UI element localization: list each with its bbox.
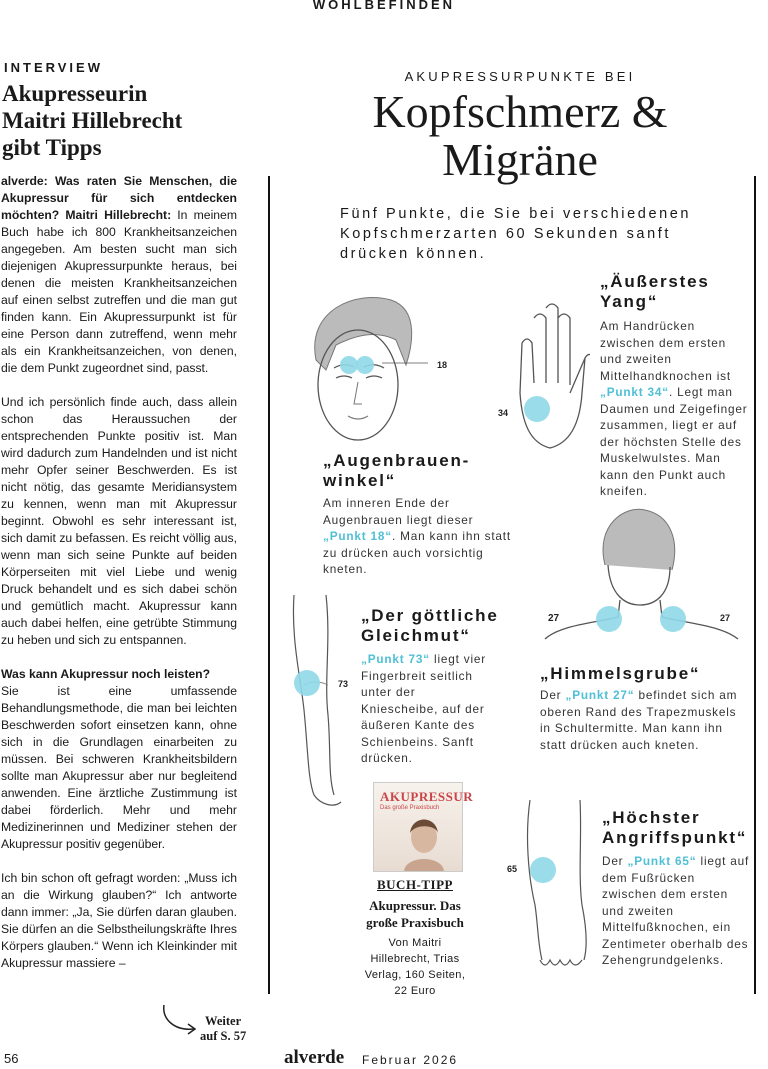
point-34-title: „Äußerstes Yang“	[600, 272, 710, 311]
point-27-text: Der „Punkt 27“ befindet sich am oberen Rand des Trapezmuskels in Schultermitte. Man kann ihn statt drücken auch kneten.	[540, 688, 738, 752]
point-65-block	[602, 808, 752, 969]
continue-note[interactable]: Weiter auf S. 57	[200, 1014, 247, 1043]
interview-kicker: INTERVIEW	[4, 60, 103, 75]
paragraph-3: Was kann Akupressur noch leisten? Sie ist eine umfassende Behandlungsmethode, die man bei leichten Beschwerden sofort einsetzen kann, ohne sich in die Grundlagen einarbeiten zu müssen. Bei schweren Krankheitsbildern sollte man Akupressur aber nur begleitend anwenden. Eine ärztliche Zustimmung ist dabei förderlich. Mehr und mehr Medizinerinnen und Mediziner stehen der Akupressur positiv gegenüber.	[1, 667, 237, 851]
book-tip-heading: BUCH-TIPP	[377, 877, 453, 892]
point-18-title: „Augenbrauen- winkel“	[323, 451, 471, 490]
point-73-number: 73	[338, 679, 349, 689]
foot-illustration	[520, 795, 595, 975]
head-back-illustration	[540, 505, 740, 640]
book-tip-title: Akupressur. Das große Praxisbuch	[366, 898, 464, 930]
interview-title: Akupresseurin Maitri Hillebrecht gibt Tipps	[2, 81, 183, 160]
book-cover-portrait-icon	[396, 815, 452, 871]
paragraph-4: Ich bin schon oft gefragt worden: „Muss ich an die Wirkung glauben?“ Ich antworte dann immer: „Ja, Sie dürfen daran glauben. Sie dürfen an die Selbstheilungskräfte Ihres Körpers glauben.“ Wenn ich Kleinkinder mit Akupressur massiere –	[1, 871, 237, 970]
point-65-number: 65	[507, 864, 518, 874]
interview-body	[1, 173, 237, 972]
point-18-text: Am inneren Ende der Augenbrauen liegt dieser „Punkt 18“. Man kann ihn statt zu drücken auch vorsichtig kneten.	[323, 496, 511, 576]
paragraph-2: Und ich persönlich finde auch, dass allein schon das Heraussuchen der entsprechenden Punkte positiv ist. Man wird dadurch zum Handelnden und ist nicht mehr Opfer seiner Beschwerden. Es ist nicht nötig, das gesamte Meridiansystem zu kennen, wenn man mit Akupressur beginnt. Obwohl es sehr interessant ist, sich damit zu befassen. Es reicht völlig aus, wenn man sich seine Punkte auf beiden Körperseiten mit viel Liebe und wenig Druck behandelt und es sich dabei schön und gemütlich macht. Akupressur kann auch dabei helfen, eine getrübte Stimmung zu heben und sich zu entspannen.	[1, 395, 237, 647]
point-34-block	[600, 272, 750, 500]
point-73-title: „Der göttliche Gleichmut“	[361, 606, 499, 645]
point-27-title: „Himmelsgrube“	[540, 664, 701, 683]
page-number: 56	[4, 1051, 19, 1066]
point-65-title: „Höchster Angriffspunkt“	[602, 808, 748, 847]
point-18-number: 18	[437, 360, 448, 370]
point-65-marker	[530, 857, 556, 883]
point-34-marker	[524, 396, 550, 422]
point-73-block	[361, 606, 521, 767]
point-18-marker-right	[356, 356, 374, 374]
point-27-number-right: 27	[720, 613, 731, 623]
article-overline: AKUPRESSURPUNKTE BEI	[404, 69, 636, 84]
article-intro: Fünf Punkte, die Sie bei verschiedenen Kopfschmerzarten 60 Sekunden sanft drücken können.	[340, 206, 692, 262]
leg-illustration	[286, 590, 356, 815]
point-65-text: Der „Punkt 65“ liegt auf dem Fußrücken zwischen dem ersten und zweiten Mittelfußknochen, ein Zentimeter oberhalb des Zehengrundgelenks.	[602, 854, 750, 967]
continue-arrow-icon	[158, 1003, 200, 1037]
column-divider	[268, 176, 270, 994]
point-18-block	[323, 451, 523, 578]
point-27-number-left: 27	[548, 613, 560, 624]
point-34-number: 34	[498, 408, 509, 418]
point-27-marker-left	[596, 606, 622, 632]
point-73-text: „Punkt 73“ liegt vier Fingerbreit seitlich unter der Kniescheibe, auf der äußeren Kante des Schienbeins. Sanft drücken.	[361, 652, 486, 765]
hand-illustration	[510, 303, 590, 453]
point-27-marker-right	[660, 606, 686, 632]
paragraph-1: alverde: Was raten Sie Menschen, die Akupressur für sich entdecken möchten? Maitri Hillebrecht: In meinem Buch habe ich 800 Krankheitsanzeichen angegeben. Am besten sucht man sich diejenigen Akupressurpunkte heraus, bei denen die meisten Krankheitsanzeichen auf einen selbst zutreffen und die man gut finden kann. Ein Akupressurpunkt ist für eine Person dann zutreffend, wenn mehr als ein Krankheitsanzeichen, von denen, die dem Punkt zugeordnet sind, passt.	[1, 174, 238, 375]
book-cover[interactable]: AKUPRESSUR Das große Praxisbuch	[373, 782, 463, 872]
book-tip-details: Von Maitri Hillebrecht, Trias Verlag, 160 Seiten, 22 Euro	[364, 937, 466, 997]
point-27-block	[540, 664, 750, 753]
right-rule	[754, 176, 756, 994]
issue-date: Februar 2026	[362, 1053, 459, 1067]
section-header: WOHLBEFINDEN	[312, 0, 456, 12]
article-title: Kopfschmerz & Migräne	[372, 86, 668, 185]
point-73-marker	[294, 670, 320, 696]
point-34-text: Am Handrücken zwischen dem ersten und zweiten Mittelhandknochen ist „Punkt 34“. Legt man Daumen und Zeigefinger zusammen, liegt er auf der höchsten Stelle des Muskelwulstes. Man kann den Punkt auch kneifen.	[600, 319, 748, 498]
magazine-logo: alverde	[284, 1047, 345, 1068]
